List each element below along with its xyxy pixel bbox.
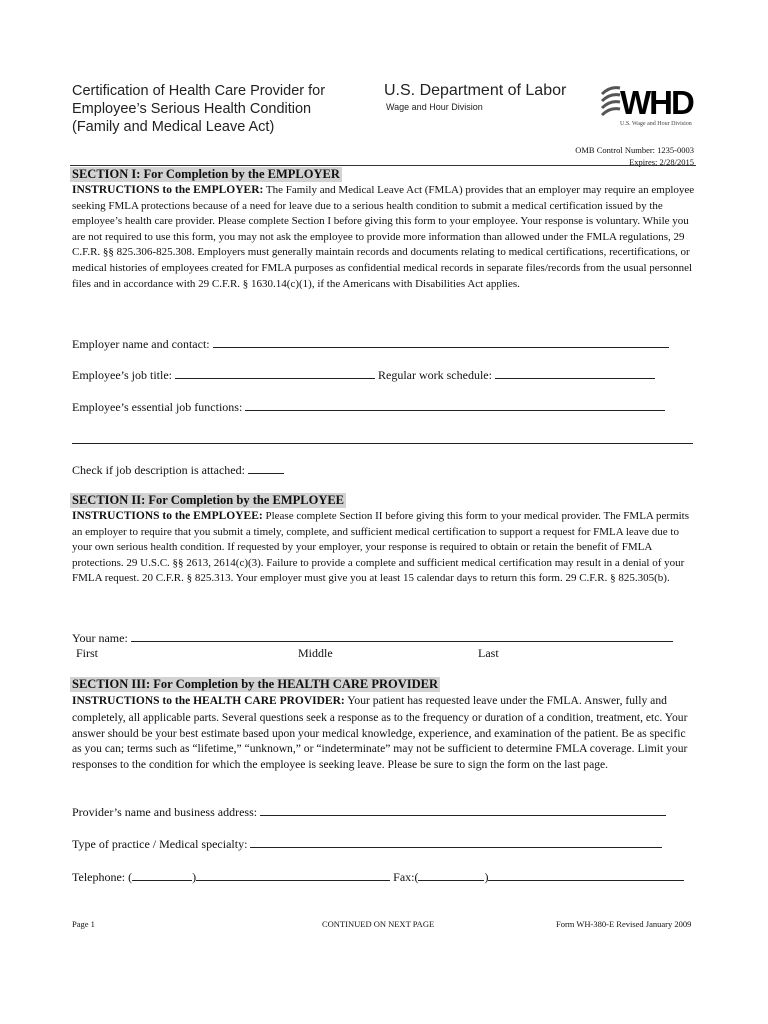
form-title-line-1: Certification of Health Care Provider for [72,83,326,99]
practice-row [72,836,662,852]
telephone-area-code-field[interactable] [132,869,192,881]
job-title-row [72,367,655,383]
section-3-heading: SECTION III: For Completion by the HEALTH CARE PROVIDER [72,677,439,691]
division-name: Wage and Hour Division [386,102,483,112]
omb-control-number: OMB Control Number: 1235-0003 [575,145,694,155]
job-description-checkbox[interactable] [248,462,284,474]
employee-name-row [72,630,673,646]
provider-address-row [72,804,666,820]
name-first-label: First [76,646,99,660]
job-title-label: Employee’s job title: [72,368,172,382]
fax-label: Fax:( [393,870,419,884]
section-3-instructions [72,693,696,773]
whd-logo [600,78,700,130]
provider-address-field[interactable] [260,804,666,816]
department-name: U.S. Department of Labor [384,82,567,99]
phone-fax-row: Telephone: ( ) Fax:( ) [72,869,684,885]
form-title [72,82,325,136]
job-description-row [72,462,284,478]
section-3-instructions-label: INSTRUCTIONS to the HEALTH CARE PROVIDER: [72,695,345,707]
telephone-label: Telephone: ( [72,870,133,884]
fax-number-field[interactable] [488,869,684,881]
omb-expiration: Expires: 2/28/2015 [629,157,694,167]
employee-name-field[interactable] [131,630,673,642]
section-2-instructions [72,509,696,587]
header-divider [70,165,696,166]
section-2-heading: SECTION II: For Completion by the EMPLOYEE [72,493,345,507]
logo-caption: U.S. Wage and Hour Division [620,121,692,127]
work-schedule-field[interactable] [495,367,655,379]
provider-address-label: Provider’s name and business address: [72,805,258,819]
essential-functions-label: Employee’s essential job functions: [72,400,243,414]
whd-logo-icon [600,78,700,130]
telephone-number-field[interactable] [196,869,390,881]
section-2-instructions-label: INSTRUCTIONS to the EMPLOYEE: [72,510,263,522]
footer-page-number: Page 1 [72,919,95,929]
section-1-heading: SECTION I: For Completion by the EMPLOYER [72,167,340,181]
footer-form-id: Form WH-380-E Revised January 2009 [556,919,692,929]
form-title-line-3: (Family and Medical Leave Act) [72,119,275,135]
footer-continued: CONTINUED ON NEXT PAGE [322,919,435,929]
job-description-label: Check if job description is attached: [72,463,245,477]
practice-field[interactable] [250,836,662,848]
practice-label: Type of practice / Medical specialty: [72,837,248,851]
essential-functions-field-line-2[interactable] [72,443,693,444]
essential-functions-row [72,399,665,415]
name-last-label: Last [478,646,499,660]
logo-text: WHD [620,84,693,121]
work-schedule-label: Regular work schedule: [377,368,492,382]
name-middle-label: Middle [298,646,333,660]
section-1-instructions [72,183,696,292]
section-3-instructions-text: Your patient has requested leave under the FMLA. Answer, fully and completely, all applicable parts. Several questions seek a response as to the frequency or duration of a condition, treatment, etc. Your answer should be your best estimate based upon your medical knowledge, experience, and examination of the patient. Be as specific as you can; terms such as “lifetime,” “unknown,” or “indeterminate” may not be sufficient to determine FMLA coverage. Limit your responses to the condition for which the employee is seeking leave. Please be sure to sign the form on the last page. [72,694,688,772]
form-title-line-2: Employee’s Serious Health Condition [72,101,312,117]
section-2-instructions-text: Please complete Section II before giving this form to your medical provider. The FMLA permits an employer to require that you submit a timely, complete, and sufficient medical certification to support a request for FMLA leave due to your own serious health condition. If requested by your employer, your response is required to obtain or retain the benefit of FMLA protections. 29 U.S.C. §§ 2613, 2614(c)(3). Failure to provide a complete and sufficient medical certification may result in a denial of your FMLA request. 20 C.F.R. § 825.313. Your employer must give you at least 15 calendar days to return this form. 29 C.F.R. § 825.305(b). [72,510,689,585]
job-title-field[interactable] [175,367,375,379]
employer-name-field[interactable] [213,336,669,348]
section-1-instructions-text: The Family and Medical Leave Act (FMLA) provides that an employer may require an employee seeking FMLA protections because of a need for leave due to a serious health condition to submit a medical certification issued by the employee’s health care provider. Please complete Section I before giving this form to your employee. Your response is voluntary. While you are not required to use this form, you may not ask the employee to provide more information than allowed under the FMLA regulations, 29 C.F.R. §§ 825.306-825.308. Employers must generally maintain records and documents relating to medical certifications, recertifications, or medical histories of employees created for FMLA purposes as confidential medical records in separate files/records from the usual personnel files and in accordance with 29 C.F.R. § 1630.14(c)(1), if the Americans with Disabilities Act applies. [72,184,695,290]
fax-area-code-field[interactable] [418,869,484,881]
employer-name-label: Employer name and contact: [72,337,210,351]
essential-functions-field[interactable] [245,399,665,411]
employer-name-row [72,336,669,352]
section-1-instructions-label: INSTRUCTIONS to the EMPLOYER: [72,184,264,196]
employee-name-label: Your name: [72,631,128,645]
